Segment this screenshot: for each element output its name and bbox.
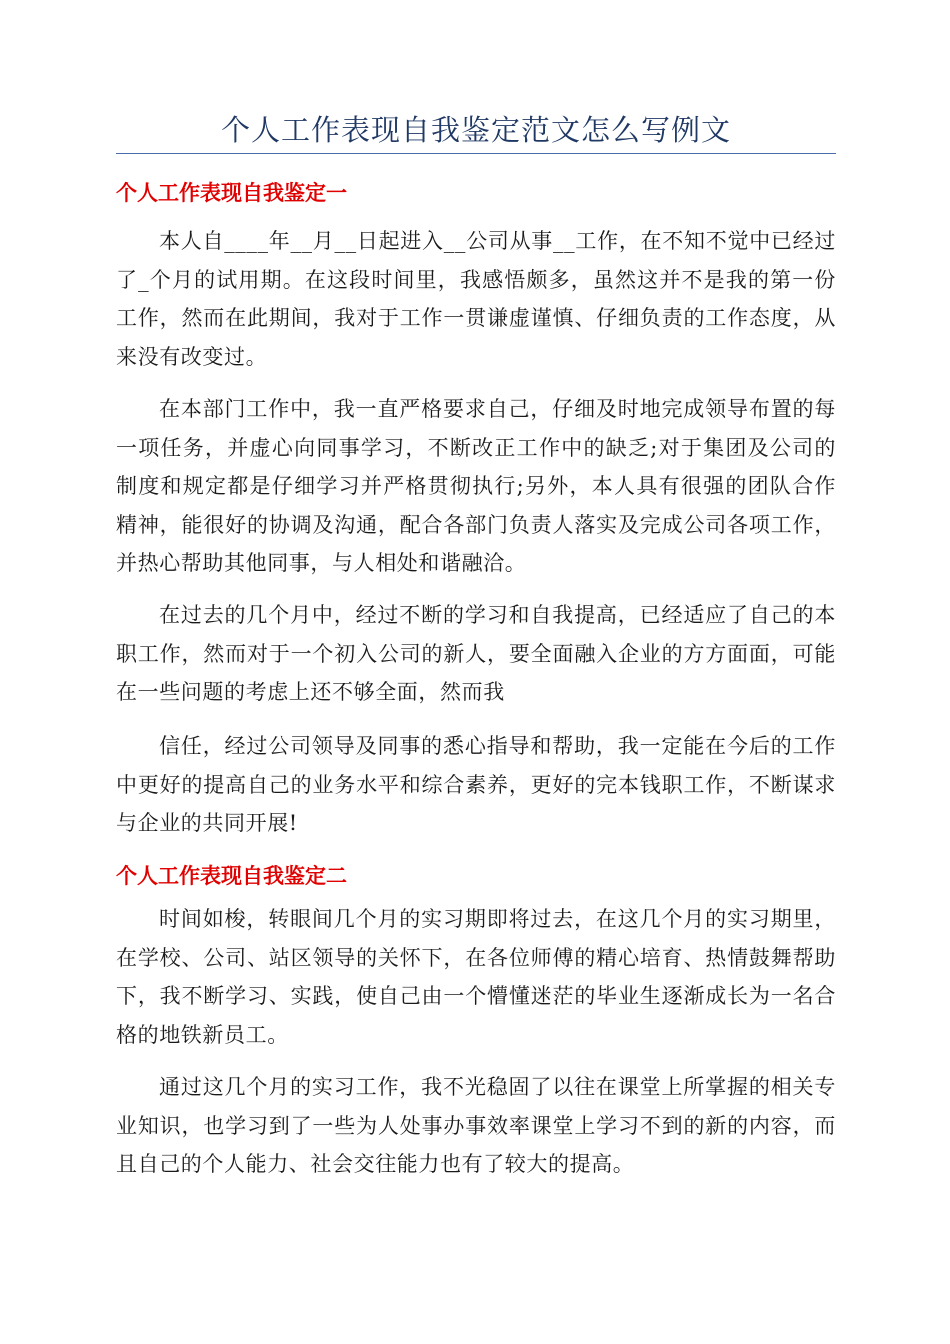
paragraph: 通过这几个月的实习工作，我不光稳固了以往在课堂上所掌握的相关专业知识，也学习到了一些为人处事办事效率课堂上学习不到的新的内容，而且自己的个人能力、社会交往能力也有了较大的提高。 (116, 1075, 836, 1176)
paragraph: 信任，经过公司领导及同事的悉心指导和帮助，我一定能在今后的工作中更好的提高自己的业务水平和综合素养，更好的完本钱职工作，不断谋求与企业的共同开展! (116, 734, 836, 835)
section-heading-2: 个人工作表现自我鉴定二 (116, 864, 347, 888)
title-divider (116, 153, 836, 154)
section-heading-1: 个人工作表现自我鉴定一 (116, 181, 347, 205)
paragraph: 在过去的几个月中，经过不断的学习和自我提高，已经适应了自己的本职工作，然而对于一个初入公司的新人，要全面融入企业的方方面面，可能在一些问题的考虑上还不够全面，然而我 (116, 603, 836, 704)
paragraph: 时间如梭，转眼间几个月的实习期即将过去，在这几个月的实习期里，在学校、公司、站区领导的关怀下，在各位师傅的精心培育、热情鼓舞帮助下，我不断学习、实践，使自己由一个懵懂迷茫的毕业生逐渐成长为一名合格的地铁新员工。 (116, 907, 836, 1047)
paragraph: 在本部门工作中，我一直严格要求自己，仔细及时地完成领导布置的每一项任务，并虚心向同事学习，不断改正工作中的缺乏;对于集团及公司的制度和规定都是仔细学习并严格贯彻执行;另外，本人具有很强的团队合作精神，能很好的协调及沟通，配合各部门负责人落实及完成公司各项工作，并热心帮助其他同事，与人相处和谐融洽。 (116, 397, 836, 575)
paragraph: 本人自____年__月__日起进入__公司从事__工作，在不知不觉中已经过了_个月的试用期。在这段时间里，我感悟颇多，虽然这并不是我的第一份工作，然而在此期间，我对于工作一贯谦虚谨慎、仔细负责的工作态度，从来没有改变过。 (116, 229, 836, 369)
page-title: 个人工作表现自我鉴定范文怎么写例文 (220, 113, 731, 147)
